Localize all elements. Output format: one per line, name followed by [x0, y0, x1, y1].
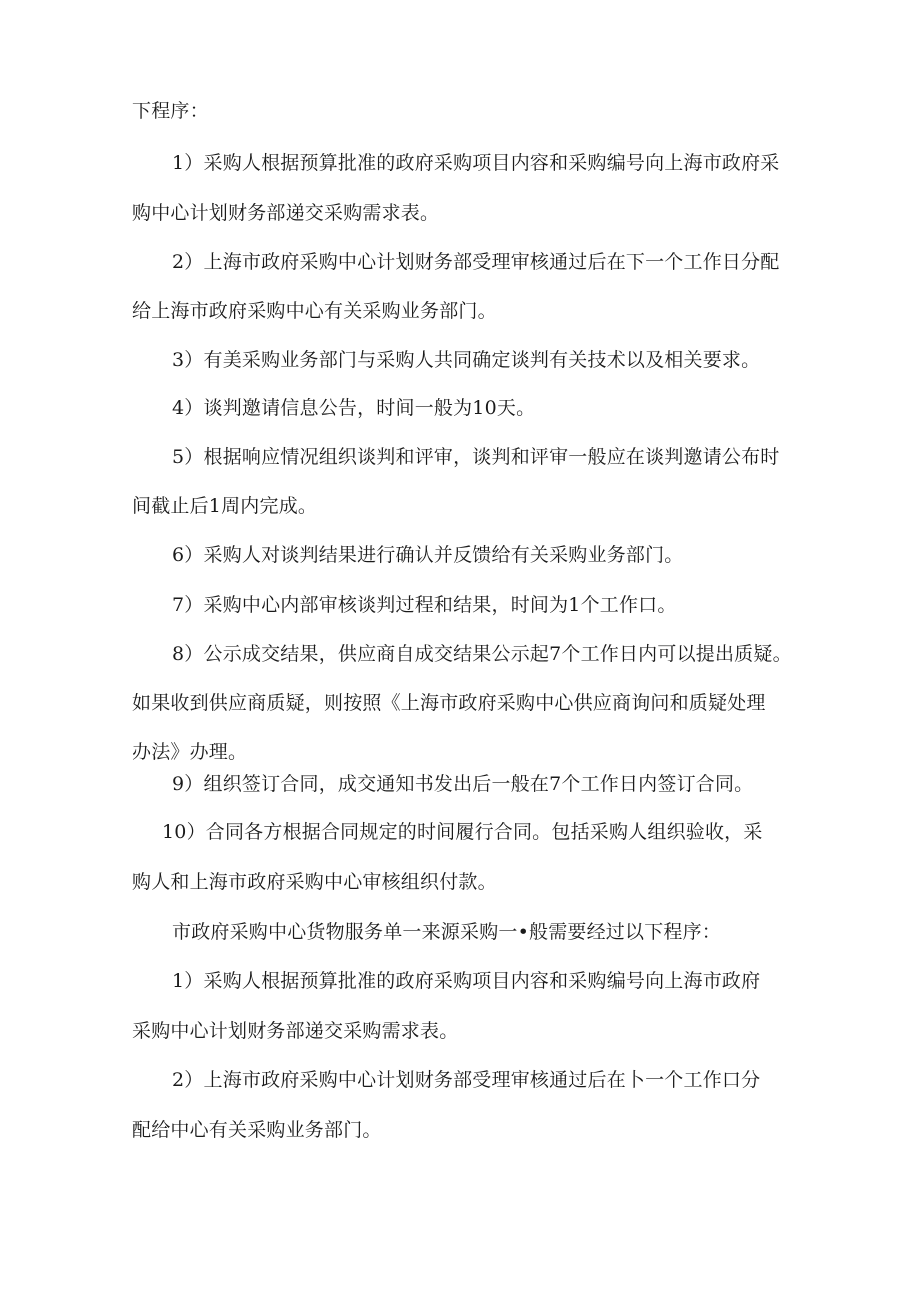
text-line-2: 1）采购人根据预算批准的政府采购项目内容和采购编号向上海市政府采 [172, 152, 780, 174]
text-line-22: 配给中心有关采购业务部门。 [132, 1119, 382, 1141]
text-line-15: 9）组织签订合同，成交通知书发出后一般在7个工作日内签订合同。 [172, 773, 754, 795]
text-line-9: 间截止后1周内完成。 [132, 495, 318, 517]
text-line-20: 采购中心计划财务部递交采购需求表。 [132, 1020, 459, 1042]
text-line-12: 8）公示成交结果，供应商自成交结果公示起7个工作日内可以提出质疑。 [172, 643, 792, 665]
text-line-13: 如果收到供应商质疑，则按照《上海市政府采购中心供应商询问和质疑处理 [132, 692, 766, 714]
text-line-18: 市政府采购中心货物服务单一来源采购一•般需要经过以下程序： [172, 921, 722, 943]
text-line-17: 购人和上海市政府采购中心审核组织付款。 [132, 871, 497, 893]
text-line-21: 2）上海市政府采购中心计划财务部受理审核通过后在卜一个工作口分 [172, 1069, 761, 1091]
text-line-14: 办法》办理。 [132, 741, 248, 763]
text-line-5: 给上海市政府采购中心有关采购业务部门。 [132, 300, 497, 322]
text-line-8: 5）根据响应情况组织谈判和评审，谈判和评审一般应在谈判邀请公布时 [172, 446, 780, 468]
text-line-16: 10）合同各方根据合同规定的时间履行合同。包括采购人组织验收，采 [162, 821, 763, 843]
text-line-19: 1）采购人根据预算批准的政府采购项目内容和采购编号向上海市政府 [172, 970, 761, 992]
text-line-6: 3）有美采购业务部门与采购人共同确定谈判有关技术以及相关要求。 [172, 349, 761, 371]
text-line-7: 4）谈判邀请信息公告，时间一般为10天。 [172, 397, 536, 419]
text-line-1: 下程序： [132, 100, 209, 122]
text-line-4: 2）上海市政府采购中心计划财务部受理审核通过后在下一个工作日分配 [172, 251, 780, 273]
text-line-11: 7）采购中心内部审核谈判过程和结果，时间为1个工作口。 [172, 594, 677, 616]
text-line-10: 6）采购人对谈判结果进行确认并反馈给有关采购业务部门。 [172, 544, 684, 566]
text-line-3: 购中心计划财务部递交采购需求表。 [132, 202, 440, 224]
